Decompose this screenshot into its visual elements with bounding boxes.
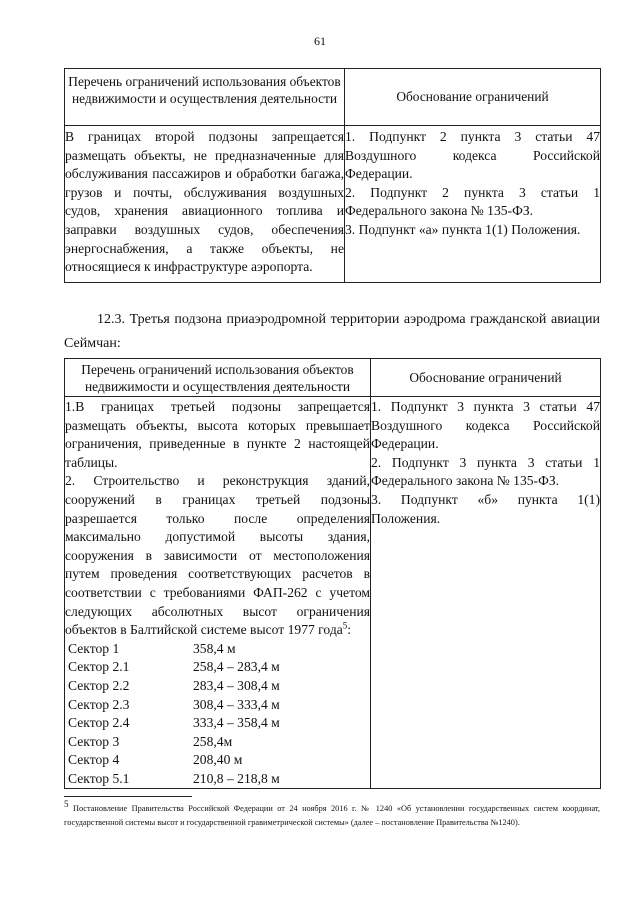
sector-name: Сектор 5.1: [68, 770, 130, 786]
table-row: [65, 126, 601, 283]
sector-height: 283,4 – 308,4 м: [193, 677, 280, 693]
grounds-item: 2. Подпункт 2 пункта 3 статьи 1 Федерального закона № 135-ФЗ.: [345, 184, 600, 219]
sector-height: 210,8 – 218,8 м: [193, 770, 280, 786]
restrictions-table-second-subzone: [64, 68, 601, 283]
sector-height: 208,40 м: [193, 752, 243, 768]
grounds-cell: [345, 126, 601, 283]
restriction-paragraph-1: 1.В границах третьей подзоны запрещается размещать объекты, высота которых превышает ограничения, приведенные в пункте 2 настоящей таблицы.: [65, 399, 370, 470]
header-restrictions-list: Перечень ограничений использования объектов недвижимости и осуществления деятельности: [65, 69, 345, 126]
restrictions-table-third-subzone: [64, 358, 601, 789]
sector-name: Сектор 3: [68, 733, 120, 749]
sector-name: Сектор 2.3: [68, 696, 130, 712]
restriction-paragraph-2-text: 2. Строительство и реконструкция зданий, сооружений в границах третьей подзоны разрешается только после определения максимально допустимой высоты здания, сооружения в зависимости от местоположения путем проведения соответствующих расчетов в соответствии с требованиями ФАП-262 с учетом следующих абсолютных высот ограничения объектов в Балтийской системе высот 1977 года: [65, 473, 370, 638]
sector-height: 333,4 – 358,4 м: [193, 715, 280, 731]
restriction-cell: [65, 397, 371, 789]
grounds-item: 1. Подпункт 3 пункта 3 статьи 47 Воздушного кодекса Российской Федерации.: [371, 399, 600, 452]
table-header-row: [65, 69, 601, 126]
sector-name: Сектор 4: [68, 752, 120, 768]
header-grounds: Обоснование ограничений: [345, 69, 601, 126]
restriction-paragraph-2: [65, 472, 370, 639]
grounds-item: 1. Подпункт 2 пункта 3 статьи 47 Воздушного кодекса Российской Федерации.: [345, 129, 600, 182]
list-item: [65, 770, 370, 789]
footnote-divider: [64, 796, 192, 797]
grounds-item: 3. Подпункт «б» пункта 1(1) Положения.: [371, 491, 600, 526]
grounds-item: 2. Подпункт 3 пункта 3 статьи 1 Федерального закона № 135-ФЗ.: [371, 454, 600, 489]
restriction-text: [65, 126, 345, 283]
sector-name: Сектор 2.2: [68, 677, 130, 693]
sector-name: Сектор 2.1: [68, 659, 130, 675]
list-item: [65, 733, 370, 752]
section-heading: 12.3. Третья подзона приаэродромной территории аэродрома гражданской авиации Сеймчан:: [64, 312, 600, 351]
table-header-row: [65, 359, 601, 397]
grounds-item: 3. Подпункт «а» пункта 1(1) Положения.: [345, 221, 581, 237]
grounds-cell: [371, 397, 601, 789]
table-row: [65, 397, 601, 789]
footnote: [64, 799, 600, 830]
list-item: [65, 640, 370, 659]
sector-height: 358,4 м: [193, 640, 236, 656]
header-restrictions-list: Перечень ограничений использования объектов недвижимости и осуществления деятельности: [65, 359, 371, 397]
list-item: [65, 677, 370, 696]
sector-height: 258,4 – 283,4 м: [193, 659, 280, 675]
page-number: 61: [314, 34, 326, 48]
sector-height: 308,4 – 333,4 м: [193, 696, 280, 712]
restriction-paragraph: В границах второй подзоны запрещается размещать объекты, не предназначенные для обслуживания пассажиров и обработки багажа, грузов и почты, обслуживания воздушных судов, хранения авиационного топлива и заправки воздушных судов, обеспечения энергоснабжения, а также объекты, не относящиеся к инфраструктуре аэропорта.: [65, 129, 344, 275]
header-grounds: Обоснование ограничений: [371, 359, 601, 397]
sector-name: Сектор 1: [68, 640, 120, 656]
list-item: [65, 714, 370, 733]
footnote-text: Постановление Правительства Российской Федерации от 24 ноября 2016 г. № 1240 «Об установлении государственных систем координат, государственной системы высот и государственной гравиметрической системы» (далее – постановление Правительства №1240).: [64, 804, 600, 827]
sector-height: 258,4м: [193, 733, 233, 749]
list-item: [65, 751, 370, 770]
footnote-reference: 5: [342, 620, 348, 631]
restriction-paragraph-2-end: :: [347, 622, 352, 638]
sector-list: [65, 640, 370, 789]
footnote-marker: 5: [64, 799, 69, 810]
list-item: [65, 696, 370, 715]
list-item: [65, 658, 370, 677]
sector-name: Сектор 2.4: [68, 715, 130, 731]
